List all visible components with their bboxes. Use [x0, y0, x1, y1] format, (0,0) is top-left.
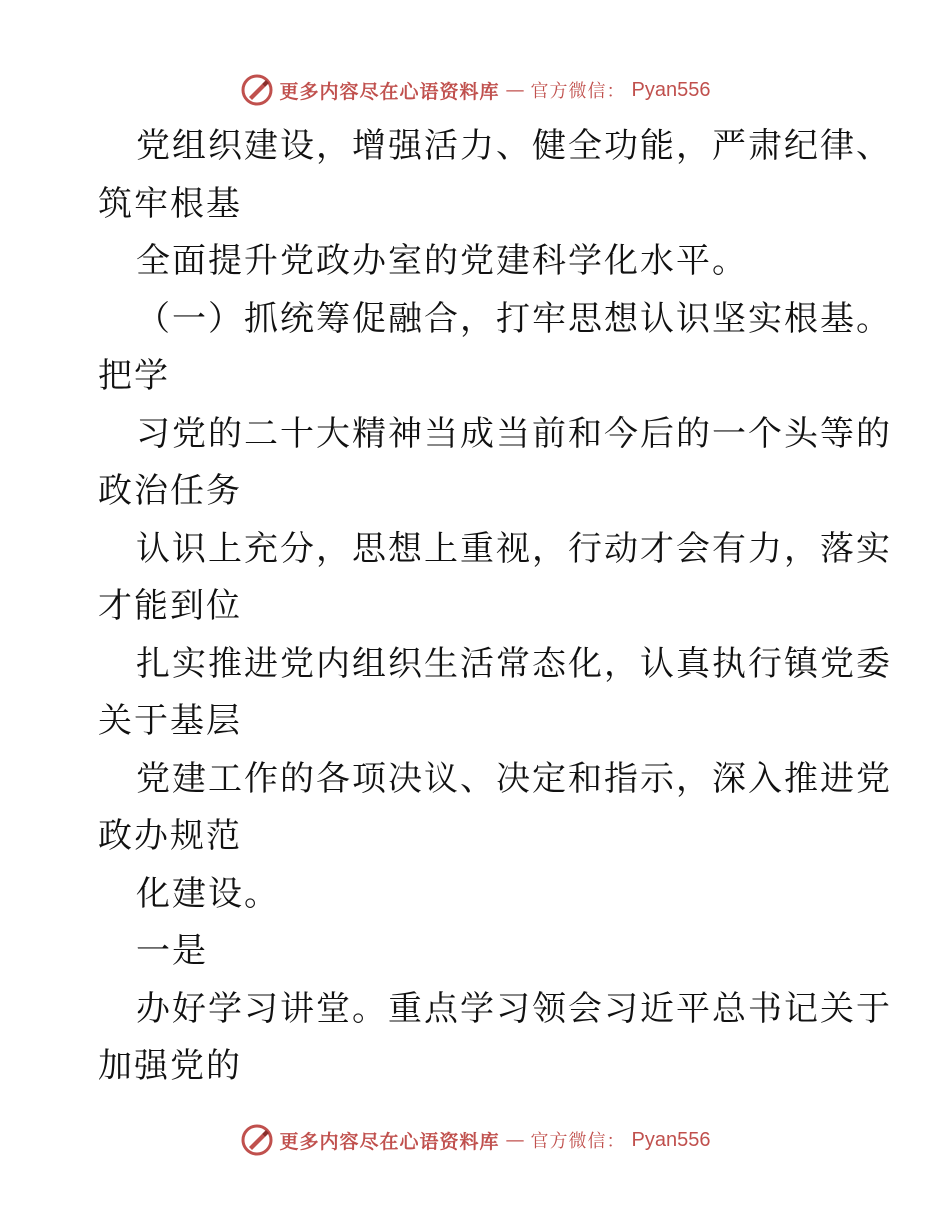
body-line: 政治任务 — [98, 471, 242, 511]
body-line: （一）抓统筹促融合，打牢思想认识坚实根基。 — [136, 298, 892, 339]
banner-separator: — — [505, 79, 525, 101]
body-line: 一是 — [136, 931, 208, 971]
banner-site-text: 更多内容尽在心语资料库 — [279, 1130, 500, 1153]
footer-banner — [0, 1120, 950, 1160]
body-line: 习党的二十大精神当成当前和今后的一个头等的 — [136, 413, 892, 454]
body-line: 认识上充分，思想上重视，行动才会有力，落实 — [136, 528, 892, 569]
body-line: 办好学习讲堂。重点学习领会习近平总书记关于 — [136, 988, 892, 1029]
body-line: 党建工作的各项决议、决定和指示，深入推进党 — [136, 758, 892, 799]
banner-wechat-label: 官方微信： — [530, 81, 626, 102]
body-line: 筑牢根基 — [98, 183, 242, 224]
banner-wechat-id: Pyan556 — [631, 78, 711, 101]
banner-wechat-label: 官方微信： — [530, 1131, 626, 1152]
banner-site-text: 更多内容尽在心语资料库 — [279, 80, 500, 103]
body-line: 全面提升党政办室的党建科学化水平。 — [136, 241, 748, 281]
body-line: 加强党的 — [98, 1046, 242, 1086]
body-line: 扎实推进党内组织生活常态化，认真执行镇党委 — [136, 643, 892, 684]
body-line: 把学 — [98, 356, 170, 396]
document-body — [98, 118, 892, 1096]
banner-separator: — — [505, 1129, 525, 1151]
body-line: 政办规范 — [98, 816, 242, 856]
pen-circle-logo-icon — [240, 1123, 274, 1157]
banner-wechat-id: Pyan556 — [631, 1128, 711, 1151]
body-line: 才能到位 — [98, 586, 242, 626]
body-line: 关于基层 — [98, 701, 242, 741]
body-line: 化建设。 — [136, 873, 280, 914]
header-banner — [0, 70, 950, 110]
body-line: 党组织建设，增强活力、健全功能，严肃纪律、 — [136, 126, 892, 166]
pen-circle-logo-icon — [240, 73, 274, 107]
